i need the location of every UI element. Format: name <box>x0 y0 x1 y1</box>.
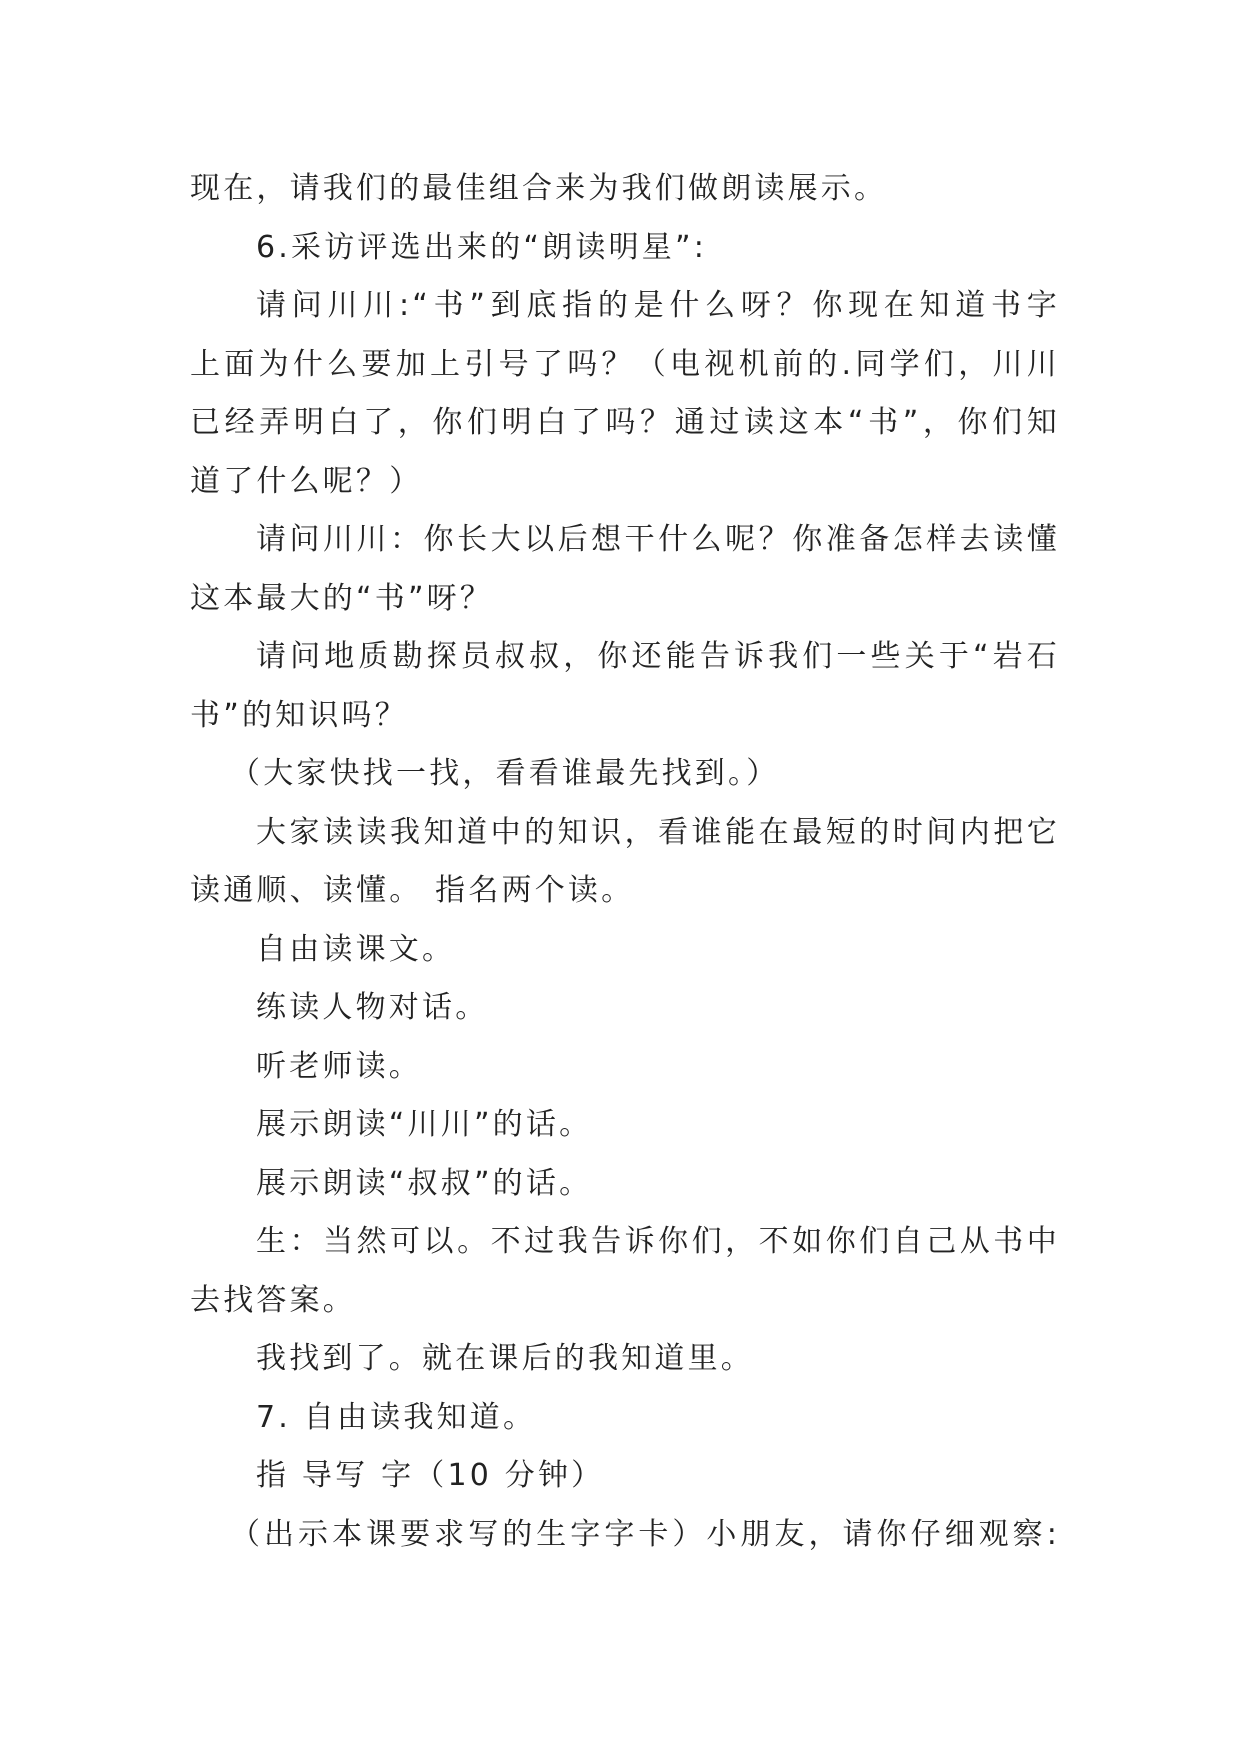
text-line: 读通顺、读懂。 指名两个读。 <box>190 873 635 908</box>
document-page <box>190 160 1060 1564</box>
text-line: 展示朗读“川川”的话。 <box>256 1107 593 1142</box>
text-line: 已经弄明白了，你们明白了吗？通过读这本“书”，你们知 <box>190 405 1060 440</box>
text-line: 上面为什么要加上引号了吗？（电视机前的.同学们，川川 <box>190 346 1060 382</box>
text-line: 这本最大的“书”呀？ <box>190 580 494 616</box>
text-line: 我找到了。就在课后的我知道里。 <box>256 1341 754 1376</box>
text-line: 指 导写 字（10 分钟） <box>256 1458 605 1493</box>
text-line: 6.采访评选出来的“朗读明星”: <box>256 229 708 265</box>
text-line: 现在，请我们的最佳组合来为我们做朗读展示。 <box>190 171 888 206</box>
text-line: （大家快找一找，看看谁最先找到。） <box>230 756 780 791</box>
text-line: 自由读课文。 <box>256 931 456 967</box>
text-line: 大家读读我知道中的知识，看谁能在最短的时间内把它 <box>256 814 1060 850</box>
text-line: 请问川川：你长大以后想干什么呢？你准备怎样去读懂 <box>256 522 1060 557</box>
text-line: 听老师读。 <box>256 1048 422 1084</box>
text-line: 道了什么呢？） <box>190 463 423 499</box>
text-line: 练读人物对话。 <box>256 990 489 1025</box>
text-line: 去找答案。 <box>190 1282 356 1318</box>
text-line: 展示朗读“叔叔”的话。 <box>256 1165 593 1201</box>
text-line: 请问地质勘探员叔叔，你还能告诉我们一些关于“岩石 <box>256 639 1060 674</box>
text-line: 7. 自由读我知道。 <box>256 1399 537 1435</box>
text-line: 书”的知识吗？ <box>190 697 408 733</box>
text-line: （出示本课要求写的生字字卡）小朋友，请你仔细观察: <box>230 1516 1060 1552</box>
text-line: 请问川川:“书”到底指的是什么呀？你现在知道书字 <box>256 288 1060 323</box>
text-line: 生：当然可以。不过我告诉你们，不如你们自己从书中 <box>256 1224 1060 1259</box>
